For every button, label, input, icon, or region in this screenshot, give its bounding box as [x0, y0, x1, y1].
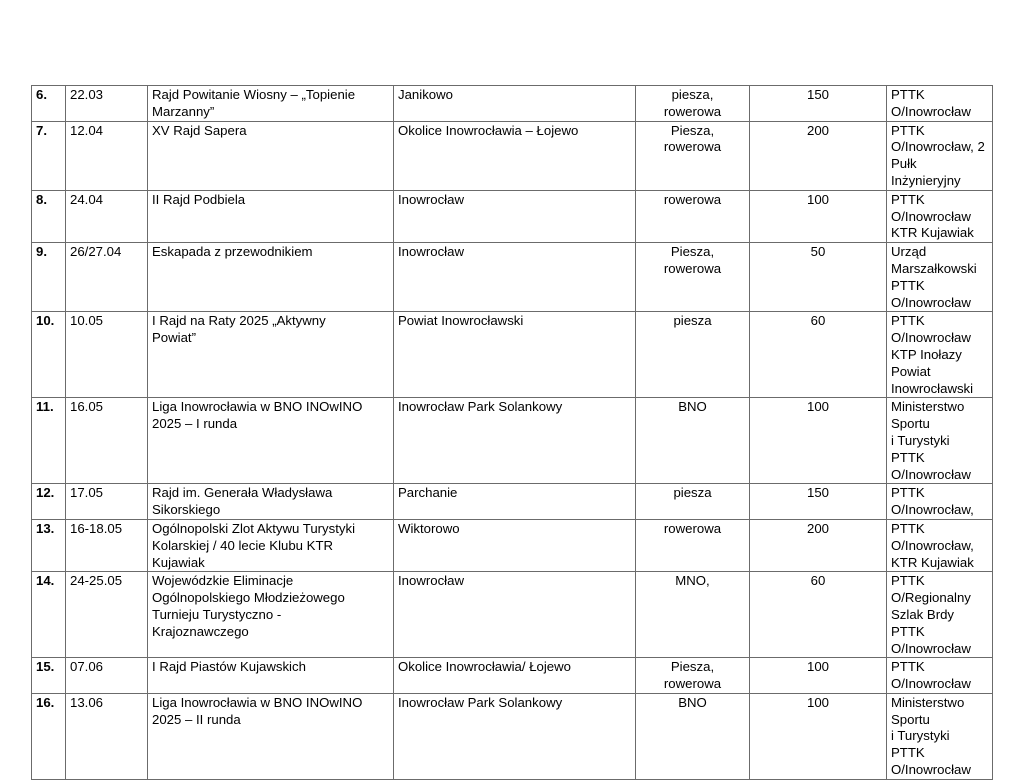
- event-date: 16-18.05: [66, 519, 148, 571]
- row-number: 6.: [32, 86, 66, 122]
- event-organizer: PTTK O/Regionalny Szlak Brdy PTTK O/Inowrocław: [887, 572, 993, 658]
- event-organizer: PTTK O/Inowrocław: [887, 86, 993, 122]
- event-place: Okolice Inowrocławia/ Łojewo: [394, 658, 636, 694]
- event-organizer: PTTK O/Inowrocław KTR Kujawiak: [887, 190, 993, 242]
- table-row: [32, 243, 993, 312]
- event-name: I Rajd na Raty 2025 „Aktywny Powiat”: [148, 312, 394, 398]
- event-name: I Rajd Piastów Kujawskich: [148, 658, 394, 694]
- event-name: Rajd Powitanie Wiosny – „Topienie Marzanny”: [148, 86, 394, 122]
- event-type: Piesza, rowerowa: [636, 658, 750, 694]
- row-number: 9.: [32, 243, 66, 312]
- table-row: [32, 121, 993, 190]
- participant-count: 60: [750, 312, 887, 398]
- event-date: 26/27.04: [66, 243, 148, 312]
- participant-count: 100: [750, 398, 887, 484]
- row-number: 16.: [32, 693, 66, 779]
- event-date: 24-25.05: [66, 572, 148, 658]
- event-organizer: PTTK O/Inowrocław KTP Inołazy Powiat Inowrocławski: [887, 312, 993, 398]
- event-place: Janikowo: [394, 86, 636, 122]
- event-date: 13.06: [66, 693, 148, 779]
- event-organizer: PTTK O/Inowrocław, 2 Pułk Inżynieryjny: [887, 121, 993, 190]
- event-type: rowerowa: [636, 519, 750, 571]
- event-place: Powiat Inowrocławski: [394, 312, 636, 398]
- event-place: Parchanie: [394, 484, 636, 520]
- event-type: piesza, rowerowa: [636, 86, 750, 122]
- row-number: 11.: [32, 398, 66, 484]
- table-row: [32, 190, 993, 242]
- event-place: Inowrocław: [394, 572, 636, 658]
- row-number: 15.: [32, 658, 66, 694]
- event-type: piesza: [636, 312, 750, 398]
- event-type: MNO,: [636, 572, 750, 658]
- event-place: Inowrocław Park Solankowy: [394, 693, 636, 779]
- event-place: Wiktorowo: [394, 519, 636, 571]
- table-row: [32, 519, 993, 571]
- event-place: Okolice Inowrocławia – Łojewo: [394, 121, 636, 190]
- row-number: 13.: [32, 519, 66, 571]
- event-date: 22.03: [66, 86, 148, 122]
- events-table: [31, 85, 993, 780]
- event-type: Piesza, rowerowa: [636, 121, 750, 190]
- participant-count: 100: [750, 658, 887, 694]
- event-name: Liga Inowrocławia w BNO INOwINO 2025 – II runda: [148, 693, 394, 779]
- event-organizer: PTTK O/Inowrocław: [887, 658, 993, 694]
- event-name: Wojewódzkie Eliminacje Ogólnopolskiego Młodzieżowego Turnieju Turystyczno - Krajoznawczego: [148, 572, 394, 658]
- table-row: [32, 398, 993, 484]
- table-row: [32, 658, 993, 694]
- participant-count: 200: [750, 121, 887, 190]
- event-date: 10.05: [66, 312, 148, 398]
- event-organizer: PTTK O/Inowrocław, KTR Kujawiak: [887, 519, 993, 571]
- event-date: 24.04: [66, 190, 148, 242]
- event-type: rowerowa: [636, 190, 750, 242]
- event-organizer: Ministerstwo Sportu i Turystyki PTTK O/Inowrocław: [887, 693, 993, 779]
- event-date: 07.06: [66, 658, 148, 694]
- event-date: 16.05: [66, 398, 148, 484]
- table-row: [32, 484, 993, 520]
- table-row: [32, 86, 993, 122]
- event-name: Ogólnopolski Zlot Aktywu Turystyki Kolarskiej / 40 lecie Klubu KTR Kujawiak: [148, 519, 394, 571]
- event-date: 17.05: [66, 484, 148, 520]
- participant-count: 60: [750, 572, 887, 658]
- table-row: [32, 693, 993, 779]
- participant-count: 150: [750, 484, 887, 520]
- participant-count: 100: [750, 693, 887, 779]
- event-name: XV Rajd Sapera: [148, 121, 394, 190]
- event-name: Eskapada z przewodnikiem: [148, 243, 394, 312]
- participant-count: 50: [750, 243, 887, 312]
- event-place: Inowrocław: [394, 243, 636, 312]
- row-number: 7.: [32, 121, 66, 190]
- row-number: 8.: [32, 190, 66, 242]
- participant-count: 200: [750, 519, 887, 571]
- event-date: 12.04: [66, 121, 148, 190]
- event-organizer: Ministerstwo Sportu i Turystyki PTTK O/Inowrocław: [887, 398, 993, 484]
- event-name: II Rajd Podbiela: [148, 190, 394, 242]
- event-name: Liga Inowrocławia w BNO INOwINO 2025 – I runda: [148, 398, 394, 484]
- row-number: 14.: [32, 572, 66, 658]
- participant-count: 150: [750, 86, 887, 122]
- event-type: Piesza, rowerowa: [636, 243, 750, 312]
- row-number: 12.: [32, 484, 66, 520]
- event-place: Inowrocław Park Solankowy: [394, 398, 636, 484]
- table-row: [32, 312, 993, 398]
- event-organizer: Urząd Marszałkowski PTTK O/Inowrocław: [887, 243, 993, 312]
- row-number: 10.: [32, 312, 66, 398]
- event-name: Rajd im. Generała Władysława Sikorskiego: [148, 484, 394, 520]
- events-table-body: [32, 86, 993, 780]
- event-type: BNO: [636, 693, 750, 779]
- table-row: [32, 572, 993, 658]
- event-organizer: PTTK O/Inowrocław,: [887, 484, 993, 520]
- event-type: BNO: [636, 398, 750, 484]
- participant-count: 100: [750, 190, 887, 242]
- event-place: Inowrocław: [394, 190, 636, 242]
- event-type: piesza: [636, 484, 750, 520]
